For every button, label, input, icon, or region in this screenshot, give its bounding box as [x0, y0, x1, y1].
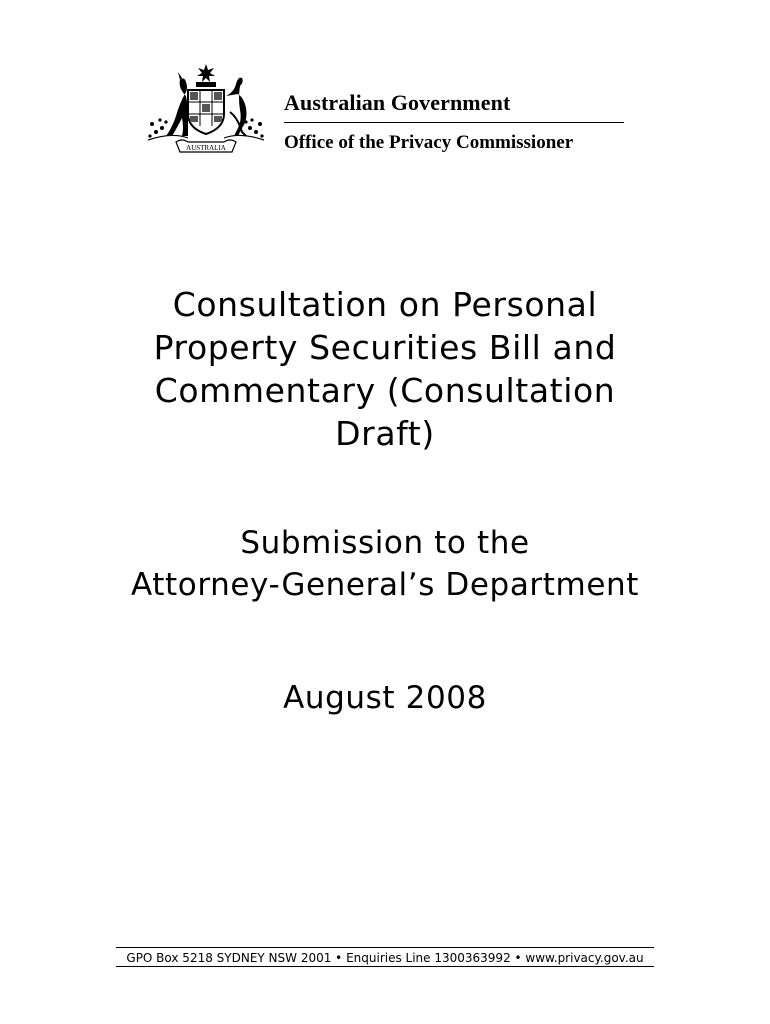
title-line: Commentary (Consultation: [154, 371, 616, 410]
submission-line: Attorney-General’s Department: [131, 567, 639, 603]
header-divider: [284, 122, 624, 123]
document-date: August 2008: [283, 680, 487, 716]
svg-text:AUSTRALIA: AUSTRALIA: [186, 144, 226, 152]
submission-heading: [60, 522, 710, 606]
footer-divider-top: [116, 947, 654, 948]
title-line: Property Securities Bill and: [153, 328, 617, 367]
commonwealth-coat-of-arms: [142, 62, 270, 166]
submission-line: Submission to the: [240, 525, 530, 561]
title-line: Draft): [335, 414, 435, 453]
office-name: Office of the Privacy Commissioner: [284, 132, 574, 153]
government-name: Australian Government: [284, 90, 511, 115]
title-line: Consultation on Personal: [172, 285, 598, 324]
footer-contact: GPO Box 5218 SYDNEY NSW 2001 • Enquiries Line 1300363992 • www.privacy.gov.au: [126, 951, 644, 965]
document-title: [100, 283, 670, 455]
footer-divider-bottom: [116, 966, 654, 967]
